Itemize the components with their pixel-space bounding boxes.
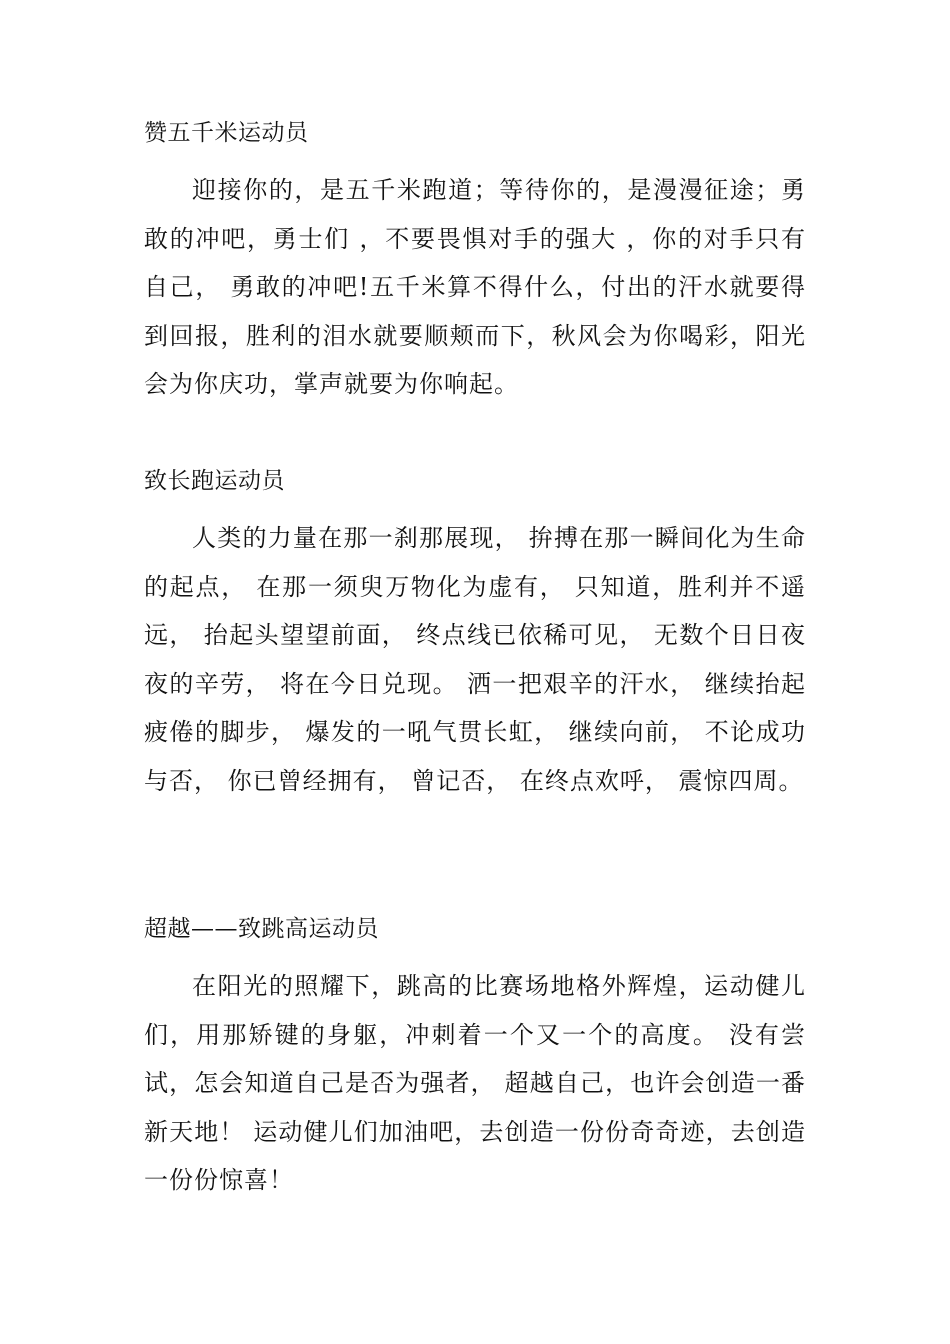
section-paragraph: 人类的力量在那一刹那展现， 拚搏在那一瞬间化为生命的起点， 在那一须臾万物化为虚有， 只知道，胜利并不遥远， 抬起头望望前面， 终点线已依稀可见， 无数个日日夜夜的辛劳， 将在今日兑现。 洒一把艰辛的汗水， 继续抬起疲倦的脚步， 爆发的一吼气贯长虹， 继续向前， 不论成功与否， 你已曾经拥有， 曾记否， 在终点欢呼， 震惊四周。 [144,524,806,795]
section-5000m [144,118,806,409]
section-title: 超越——致跳高运动员 [144,916,379,942]
section-paragraph: 迎接你的，是五千米跑道；等待你的，是漫漫征途；勇敢的冲吧，勇士们 ，不要畏惧对手的强大 ，你的对手只有自己， 勇敢的冲吧!五千米算不得什么，付出的汗水就要得到回报，胜利的泪水就要顺颊而下，秋风会为你喝彩，阳光会为你庆功，掌声就要为你响起。 [144,176,806,398]
section-long-distance [144,466,806,805]
section-title: 致长跑运动员 [144,468,285,494]
section-paragraph: 在阳光的照耀下，跳高的比赛场地格外辉煌，运动健儿们，用那矫键的身躯，冲刺着一个又一个的高度。 没有尝试，怎会知道自己是否为强者， 超越自己，也许会创造一番新天地！ 运动健儿们加油吧，去创造一份份奇奇迹，去创造一份份惊喜！ [144,972,806,1194]
section-title: 赞五千米运动员 [144,120,309,146]
section-high-jump [144,914,806,1205]
